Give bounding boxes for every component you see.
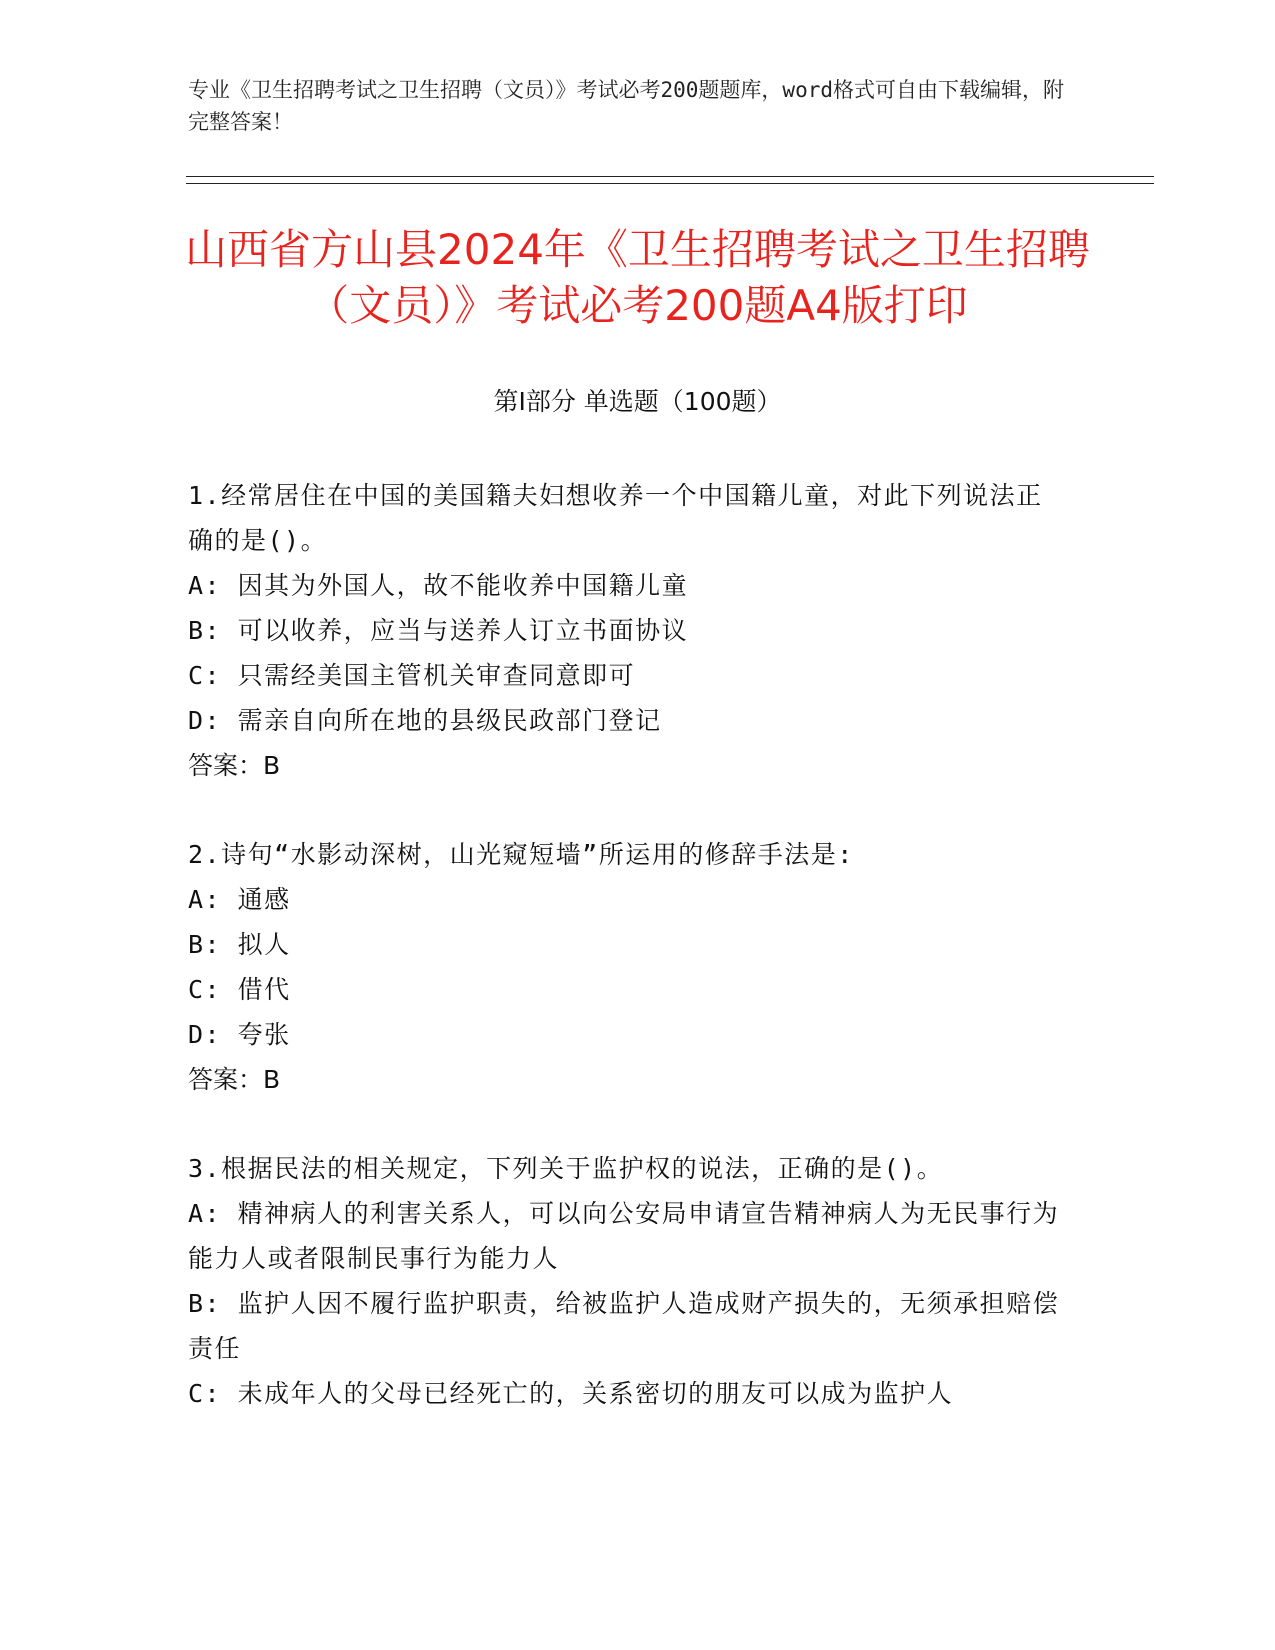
section-heading: 第I部分 单选题（100题） [493,387,782,416]
option-a: A: 因其为外国人，故不能收养中国籍儿童 [188,571,689,600]
option-d: D: 夸张 [188,1020,291,1049]
header-note: 专业《卫生招聘考试之卫生招聘（文员）》考试必考200题题库，word格式可自由下载编辑，附完整答案！ [188,78,1064,134]
option-a: A: 通感 [188,885,291,914]
header-divider-bottom [186,183,1154,184]
answer: 答案：B [188,1065,281,1094]
option-b: B: 拟人 [188,930,291,959]
option-b: B: 监护人因不履行监护职责，给被监护人造成财产损失的，无须承担赔偿责任 [188,1289,1060,1363]
question-list [188,473,1068,1460]
question-3 [188,1146,1068,1416]
option-d: D: 需亲自向所在地的县级民政部门登记 [188,706,662,735]
document-title: 山西省方山县2024年《卫生招聘考试之卫生招聘（文员）》考试必考200题A4版打印 [185,225,1090,330]
question-2 [188,832,1068,1102]
question-text: 3.根据民法的相关规定，下列关于监护权的说法，正确的是()。 [188,1154,944,1183]
header-divider-top [186,176,1154,177]
question-text: 2.诗句“水影动深树，山光窥短墙”所运用的修辞手法是: [188,840,854,869]
option-c: C: 借代 [188,975,291,1004]
question-1 [188,473,1068,788]
answer: 答案：B [188,751,281,780]
question-text: 1.经常居住在中国的美国籍夫妇想收养一个中国籍儿童，对此下列说法正确的是()。 [188,481,1043,555]
option-c: C: 未成年人的父母已经死亡的，关系密切的朋友可以成为监护人 [188,1379,954,1408]
option-a: A: 精神病人的利害关系人，可以向公安局申请宣告精神病人为无民事行为能力人或者限制民事行为能力人 [188,1199,1060,1273]
option-b: B: 可以收养，应当与送养人订立书面协议 [188,616,689,645]
option-c: C: 只需经美国主管机关审查同意即可 [188,661,636,690]
